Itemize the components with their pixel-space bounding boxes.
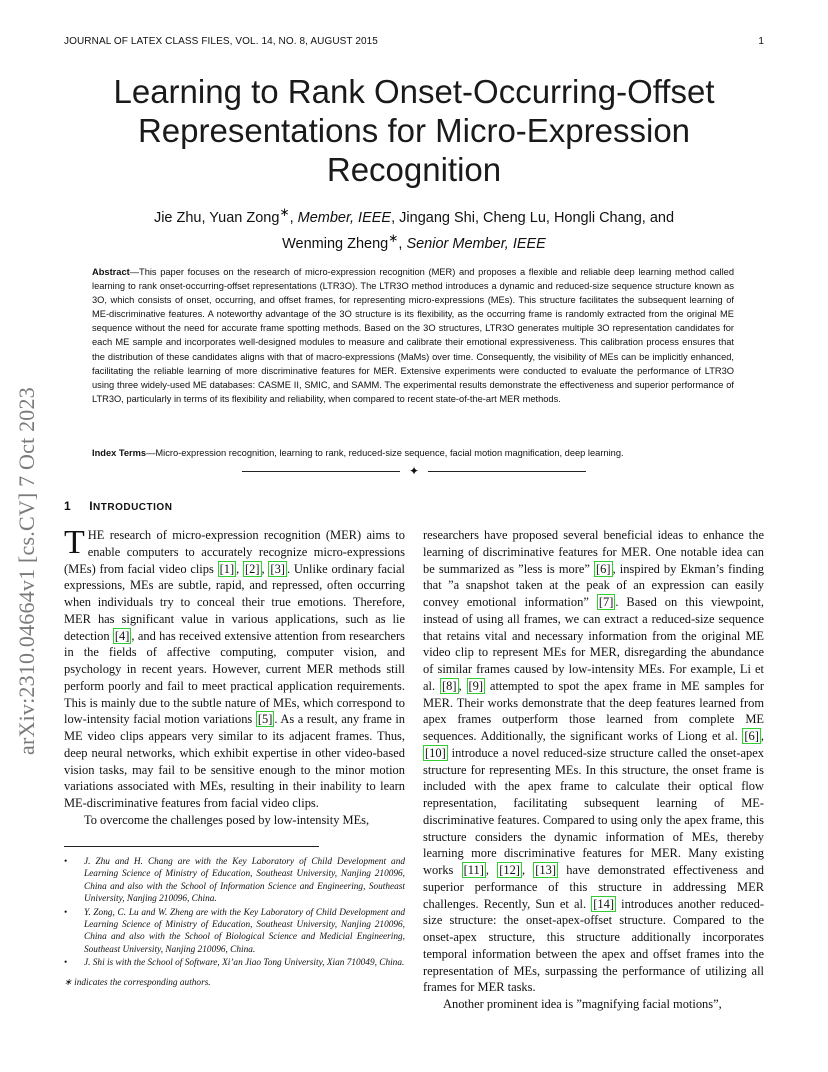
arxiv-identifier[interactable]: arXiv:2310.04664v1 [cs.CV] 7 Oct 2023 [14, 387, 39, 755]
citation-link[interactable]: [14] [593, 896, 614, 911]
index-terms-label: Index Terms [92, 448, 147, 458]
paragraph: To overcome the challenges posed by low-intensity MEs, [84, 812, 370, 827]
divider-line-right [428, 471, 586, 472]
text-run: , and has received extensive attention from researchers in the fields of affective computing, computer vision, and psychology in recent years. However, current MER methods still perform poorly and fail to meet practical application requirements. This is mainly due to the subtle nature of MEs, which correspond to low-intensity facial motion variations [64, 628, 405, 727]
section-title-rest: NTRODUCTION [93, 502, 173, 513]
citation-link[interactable]: [3] [270, 561, 285, 576]
citation-link[interactable]: [13] [535, 863, 557, 877]
author-names: , Jingang Shi, Cheng Lu, Hongli Chang, and [391, 209, 675, 226]
separator: , [398, 235, 407, 252]
abstract-text: —This paper focuses on the research of micro-expression recognition (MER) and proposes a flexible and reliable deep learning method called learning to rank onset-occurring-offset representations (LTR3O). The LTR3O method introduces a dynamic and reduced-size sequence structure known as 3O, which consists of onset, occurring, and offset frames, for representing micro-expressions (MEs). This structure facilitates the subsequent learning of ME-discriminative features. A noteworthy advantage of the 3O structure is its flexibility, as the occurring frame is randomly extracted from the original ME sequence without the need for accurate frame spotting methods. Based on the 3O structures, LTR3O generates multiple 3O representation candidates for each ME sample and incorporates well-designed modules to measure and calibrate their emotional expressiveness. This calibration process ensures that the distribution of these candidates aligns with that of macro-expressions (MaMs) over time. Consequently, the visibility of MEs can be implicitly enhanced, facilitating the reliable learning of more discriminative features for MER. Extensive experiments were conducted to evaluate the performance of LTR3O using three widely-used ME databases: CASME II, SMIC, and SAMM. The experimental results demonstrate the effectiveness and superior performance of LTR3O, particularly in terms of its flexibility and reliability, when compared to recent state-of-the-art MER methods. [92, 267, 734, 404]
text-run: research of micro-expression recognition (MER) aims to enable computers to accurately recognize micro-expressions (MEs) from facial video clips [64, 528, 405, 576]
text-run: attempted to spot the apex frame in ME samples for MER. Their works demonstrate that the deep features learned from apex frames outperform those learned from complete ME sequences. Additionally, the significant works of Liong et al. [423, 678, 764, 743]
paragraph: researchers have proposed several beneficial ideas to enhance the learning of discriminative features for MER. One notable idea can be summarized as ”less is more” [6] , inspired by Ekman’s finding that ”a snapshot taken at the peak of an expression can easily convey emotional information” [7] . Based on this viewpoint, instead of using all frames, we can extract a reduced-size sequence that retains vital and necessary information from the original ME video clip to represent MEs for MER, disregarding the abundance of similar frames caused by low-intensity MEs. For example, Li et al. [8] , [9] attempted to spot the apex frame in ME samples for MER. Their works demonstrate that the deep features learned from apex frames outperform those learned from complete ME sequences. Additionally, the significant works of Liong et al. [6] , [10] introduce a novel reduced-size structure called the onset-apex structure for representing MEs. In this structure, the onset frame is included with the apex frame to calculate their optical flow representation, facilitating subsequent learning of ME-discriminative features. Compared to using only the apex frame, this structure considers the dynamic information of MEs, thereby learning more discriminative features for MER. Many existing works [11] , [12] , [13] have demonstrated effectiveness and superior performance of this structure in addressing MER challenges. Recently, Sun et al. [14] introduces another reduced-size structure: the onset-apex-offset structure. Compared to the onset-apex structure, this structure additionally incorporates temporal information between the apex and offset frames into the representation of MEs, surpassing the performance of utilizing all frames for MER tasks. [423, 528, 765, 995]
corresponding-author-note: ∗ indicates the corresponding authors. [64, 977, 211, 988]
corresponding-mark: ∗ [388, 230, 399, 245]
bullet-icon: • [64, 958, 68, 969]
footnote-text: J. Shi is with the School of Software, Xi’an Jiao Tong University, Xian 710049, China. [84, 958, 405, 969]
text-run: . Based on this viewpoint, instead of using all frames, we can extract a reduced-size sequence that retains vital and necessary information from the original ME video clip to represent MEs for MER, disregarding the abundance of similar frames caused by low-intensity MEs. For example, Li et al. [423, 595, 765, 693]
citation-link[interactable]: [12] [499, 863, 520, 877]
citation-link[interactable]: [6] [744, 729, 759, 743]
divider-line-left [242, 471, 400, 472]
text-run: , inspired by Ekman’s finding that ”a snapshot taken at the peak of an expression can easily convey emotional information” [423, 561, 764, 609]
index-terms [92, 446, 734, 460]
body-column-right [423, 527, 764, 1013]
member-title: Senior Member, IEEE [406, 235, 546, 252]
bullet-icon: • [64, 907, 68, 918]
section-title-initial: I [89, 499, 94, 513]
paragraph: THE research of micro-expression recognition (MER) aims to enable computers to accurately recognize micro-expressions (MEs) from facial video clips [1] , [2] , [3] . Unlike ordinary facial expressions, MEs are subtle, rapid, and repressed, often occurring when individuals try to conceal their true emotions. Therefore, MER has significant value in various applications, such as lie detection [4] , and has received extensive attention from researchers in the fields of affective computing, computer vision, and psychology in recent years. However, current MER methods still perform poorly and fail to meet practical application requirements. This is mainly due to the subtle nature of MEs, which correspond to low-intensity facial motion variations [5] . As a result, any frame in ME video clips appears very similar to its adjacent frames. Thus, deep neural networks, which exhibit expertise in other video-based vision tasks, may fail to be sensitive enough to the minor motion variations associated with MEs, resulting in their inability to learn ME-discriminative features from facial video clips. [64, 524, 405, 810]
section-divider [242, 464, 586, 478]
footnote-item [64, 856, 405, 906]
drop-cap: T [64, 524, 85, 561]
footnote-rule [64, 846, 319, 847]
text-run: . Unlike ordinary facial expressions, MEs are subtle, rapid, and repressed, often occurring when individuals try to conceal their true emotions. Therefore, MER has significant value in various applications, such as lie detection [64, 561, 405, 643]
citation-link[interactable]: [1] [219, 561, 235, 576]
index-terms-text: —Micro-expression recognition, learning to rank, reduced-size sequence, facial motion magnification, deep learning. [146, 448, 624, 458]
abstract [92, 265, 734, 406]
citation-link[interactable]: [7] [598, 595, 614, 609]
separator: , [289, 209, 298, 226]
body-column-left [64, 524, 405, 829]
section-number: 1 [64, 499, 72, 513]
author-line-1 [64, 202, 764, 228]
running-header [64, 36, 764, 47]
author-line-2 [64, 228, 764, 254]
divider-diamond-icon: ✦ [408, 464, 420, 478]
author-list [64, 202, 764, 254]
footnote-text: Y. Zong, C. Lu and W. Zheng are with the Key Laboratory of Child Development and Learning Science of Ministry of Education, Southeast University, Nanjing 210096, China and also with the School of Biological Science and Medicial Engineering, Southeast University, Nanjing 210096, China. [84, 907, 405, 955]
citation-link[interactable]: [6] [596, 561, 611, 576]
citation-link[interactable]: [2] [245, 561, 260, 576]
bullet-icon: • [64, 857, 68, 867]
citation-link[interactable]: [10] [425, 745, 446, 760]
footnote-item [64, 907, 405, 957]
member-title: Member, IEEE [297, 209, 392, 226]
author-names: Wenming Zheng [282, 235, 389, 252]
text-run: introduce a novel reduced-size structure called the onset-apex structure for representing MEs. In this structure, the onset frame is included with the apex frame to calculate their optical flow representation, facilitating subsequent learning of ME-discriminative features. Compared to using only the apex frame, this structure considers the dynamic information of MEs, thereby learning more discriminative features for MER. Many existing works [423, 745, 764, 877]
citation-link[interactable]: [9] [468, 678, 484, 693]
text-run: . As a result, any frame in ME video clips appears very similar to its adjacent frames. Thus, deep neural networks, which exhibit expertise in other video-based vision tasks, may fail to be sensitive enough to the minor motion variations associated with MEs, resulting in their inability to learn ME-discriminative features from facial video clips. [64, 712, 405, 810]
author-names: Jie Zhu, Yuan Zong [153, 209, 280, 226]
abstract-label: Abstract [92, 267, 130, 277]
page-number: 1 [758, 36, 764, 47]
corresponding-mark: ∗ [279, 205, 290, 219]
section-heading [64, 499, 172, 513]
citation-link[interactable]: [4] [114, 628, 130, 643]
paragraph: Another prominent idea is ”magnifying facial motions”, [443, 997, 722, 1011]
paper-title: Learning to Rank Onset-Occurring-Offset Representations for Micro-Expression Recognition [113, 73, 715, 188]
text-run: researchers have proposed several beneficial ideas to enhance the learning of discriminative features for MER. One notable idea can be summarized as ”less is more” [423, 528, 764, 576]
citation-link[interactable]: [8] [441, 678, 457, 693]
small-caps-lead: HE [87, 528, 105, 542]
footnote-item [64, 957, 405, 969]
text-run: introduces another reduced-size structure: the onset-apex-offset structure. Compared to the onset-apex structure, this structure additionally incorporates temporal information between the apex and offset frames into the representation of MEs, surpassing the performance of utilizing all frames for MER tasks. [423, 896, 764, 995]
footnote-text: J. Zhu and H. Chang are with the Key Laboratory of Child Development and Learning Science of Ministry of Education, Southeast University, Nanjing 210096, China and also with the School of Information Science and Engineering, Southeast University, Nanjing 210096, China. [84, 857, 405, 905]
journal-name: JOURNAL OF LATEX CLASS FILES, VOL. 14, NO. 8, AUGUST 2015 [64, 36, 378, 47]
text-run: have demonstrated effectiveness and superior performance of this structure in addressing MER challenges. Recently, Sun et al. [423, 863, 765, 911]
citation-link[interactable]: [5] [257, 712, 273, 727]
citation-link[interactable]: [11] [463, 863, 484, 877]
footnotes [64, 856, 405, 989]
